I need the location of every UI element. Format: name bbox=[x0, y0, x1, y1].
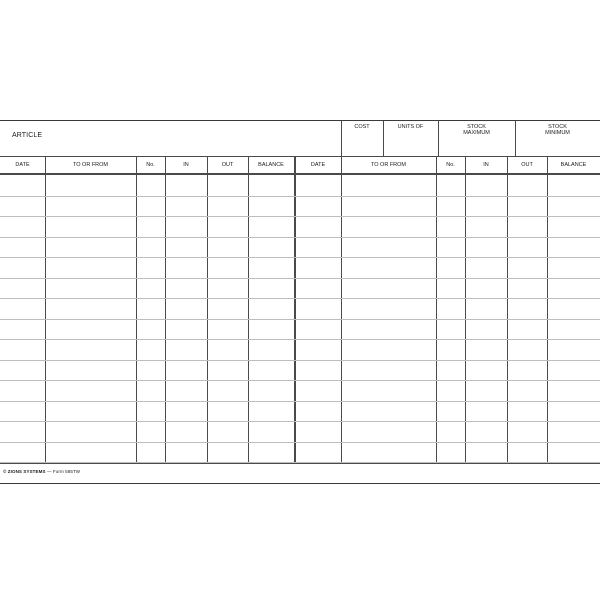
col-out-right: OUT bbox=[521, 162, 533, 168]
col-line-10 bbox=[507, 157, 508, 463]
ruled-row-line bbox=[0, 401, 600, 402]
ruled-row-line bbox=[0, 257, 600, 258]
col-in-right: IN bbox=[483, 162, 489, 168]
col-to-or-from-right: TO OR FROM bbox=[370, 162, 407, 168]
stock-minimum-field-label: STOCK MINIMUM bbox=[545, 124, 570, 136]
header-bottom-line bbox=[0, 173, 600, 175]
col-no-left: No. bbox=[146, 162, 155, 168]
ruled-row-line bbox=[0, 339, 600, 340]
footer-brand: © ZIONS SYSTEMS bbox=[3, 469, 46, 474]
footer-credit bbox=[3, 469, 80, 474]
col-line-11 bbox=[547, 157, 548, 463]
ruled-row-line bbox=[0, 319, 600, 320]
col-to-or-from-left: TO OR FROM bbox=[72, 162, 109, 168]
ruled-row-line bbox=[0, 278, 600, 279]
col-date-right: DATE bbox=[310, 162, 326, 168]
footer-form-number: — Form 585TW bbox=[46, 469, 81, 474]
col-line-1 bbox=[45, 157, 46, 463]
col-balance-right: BALANCE bbox=[560, 162, 587, 168]
ruled-row-line bbox=[0, 216, 600, 217]
footer-line bbox=[0, 463, 600, 464]
ruled-row-line bbox=[0, 298, 600, 299]
article-label: ARTICLE bbox=[12, 132, 43, 139]
header-top-line bbox=[0, 156, 600, 157]
ruled-row-line bbox=[0, 360, 600, 361]
col-line-5 bbox=[248, 157, 249, 463]
units-of-field-label: UNITS OF bbox=[397, 124, 424, 130]
col-line-7 bbox=[341, 157, 342, 463]
col-line-8 bbox=[436, 157, 437, 463]
ruled-row-line bbox=[0, 421, 600, 422]
col-line-3 bbox=[165, 157, 166, 463]
ruled-row-line bbox=[0, 237, 600, 238]
ruled-row-line bbox=[0, 380, 600, 381]
col-no-right: No. bbox=[446, 162, 455, 168]
cost-field-label: COST bbox=[354, 124, 370, 130]
col-date-left: DATE bbox=[15, 162, 30, 168]
stock-maximum-field-label: STOCK MAXIMUM bbox=[463, 124, 490, 136]
inventory-card-form bbox=[0, 120, 600, 484]
ruled-row-line bbox=[0, 196, 600, 197]
col-line-9 bbox=[465, 157, 466, 463]
col-balance-left: BALANCE bbox=[258, 162, 284, 168]
col-in-left: IN bbox=[183, 162, 189, 168]
ruled-row-line bbox=[0, 442, 600, 443]
col-line-2 bbox=[136, 157, 137, 463]
col-out-left: OUT bbox=[221, 162, 234, 168]
col-line-4 bbox=[207, 157, 208, 463]
col-line-center bbox=[294, 157, 296, 463]
